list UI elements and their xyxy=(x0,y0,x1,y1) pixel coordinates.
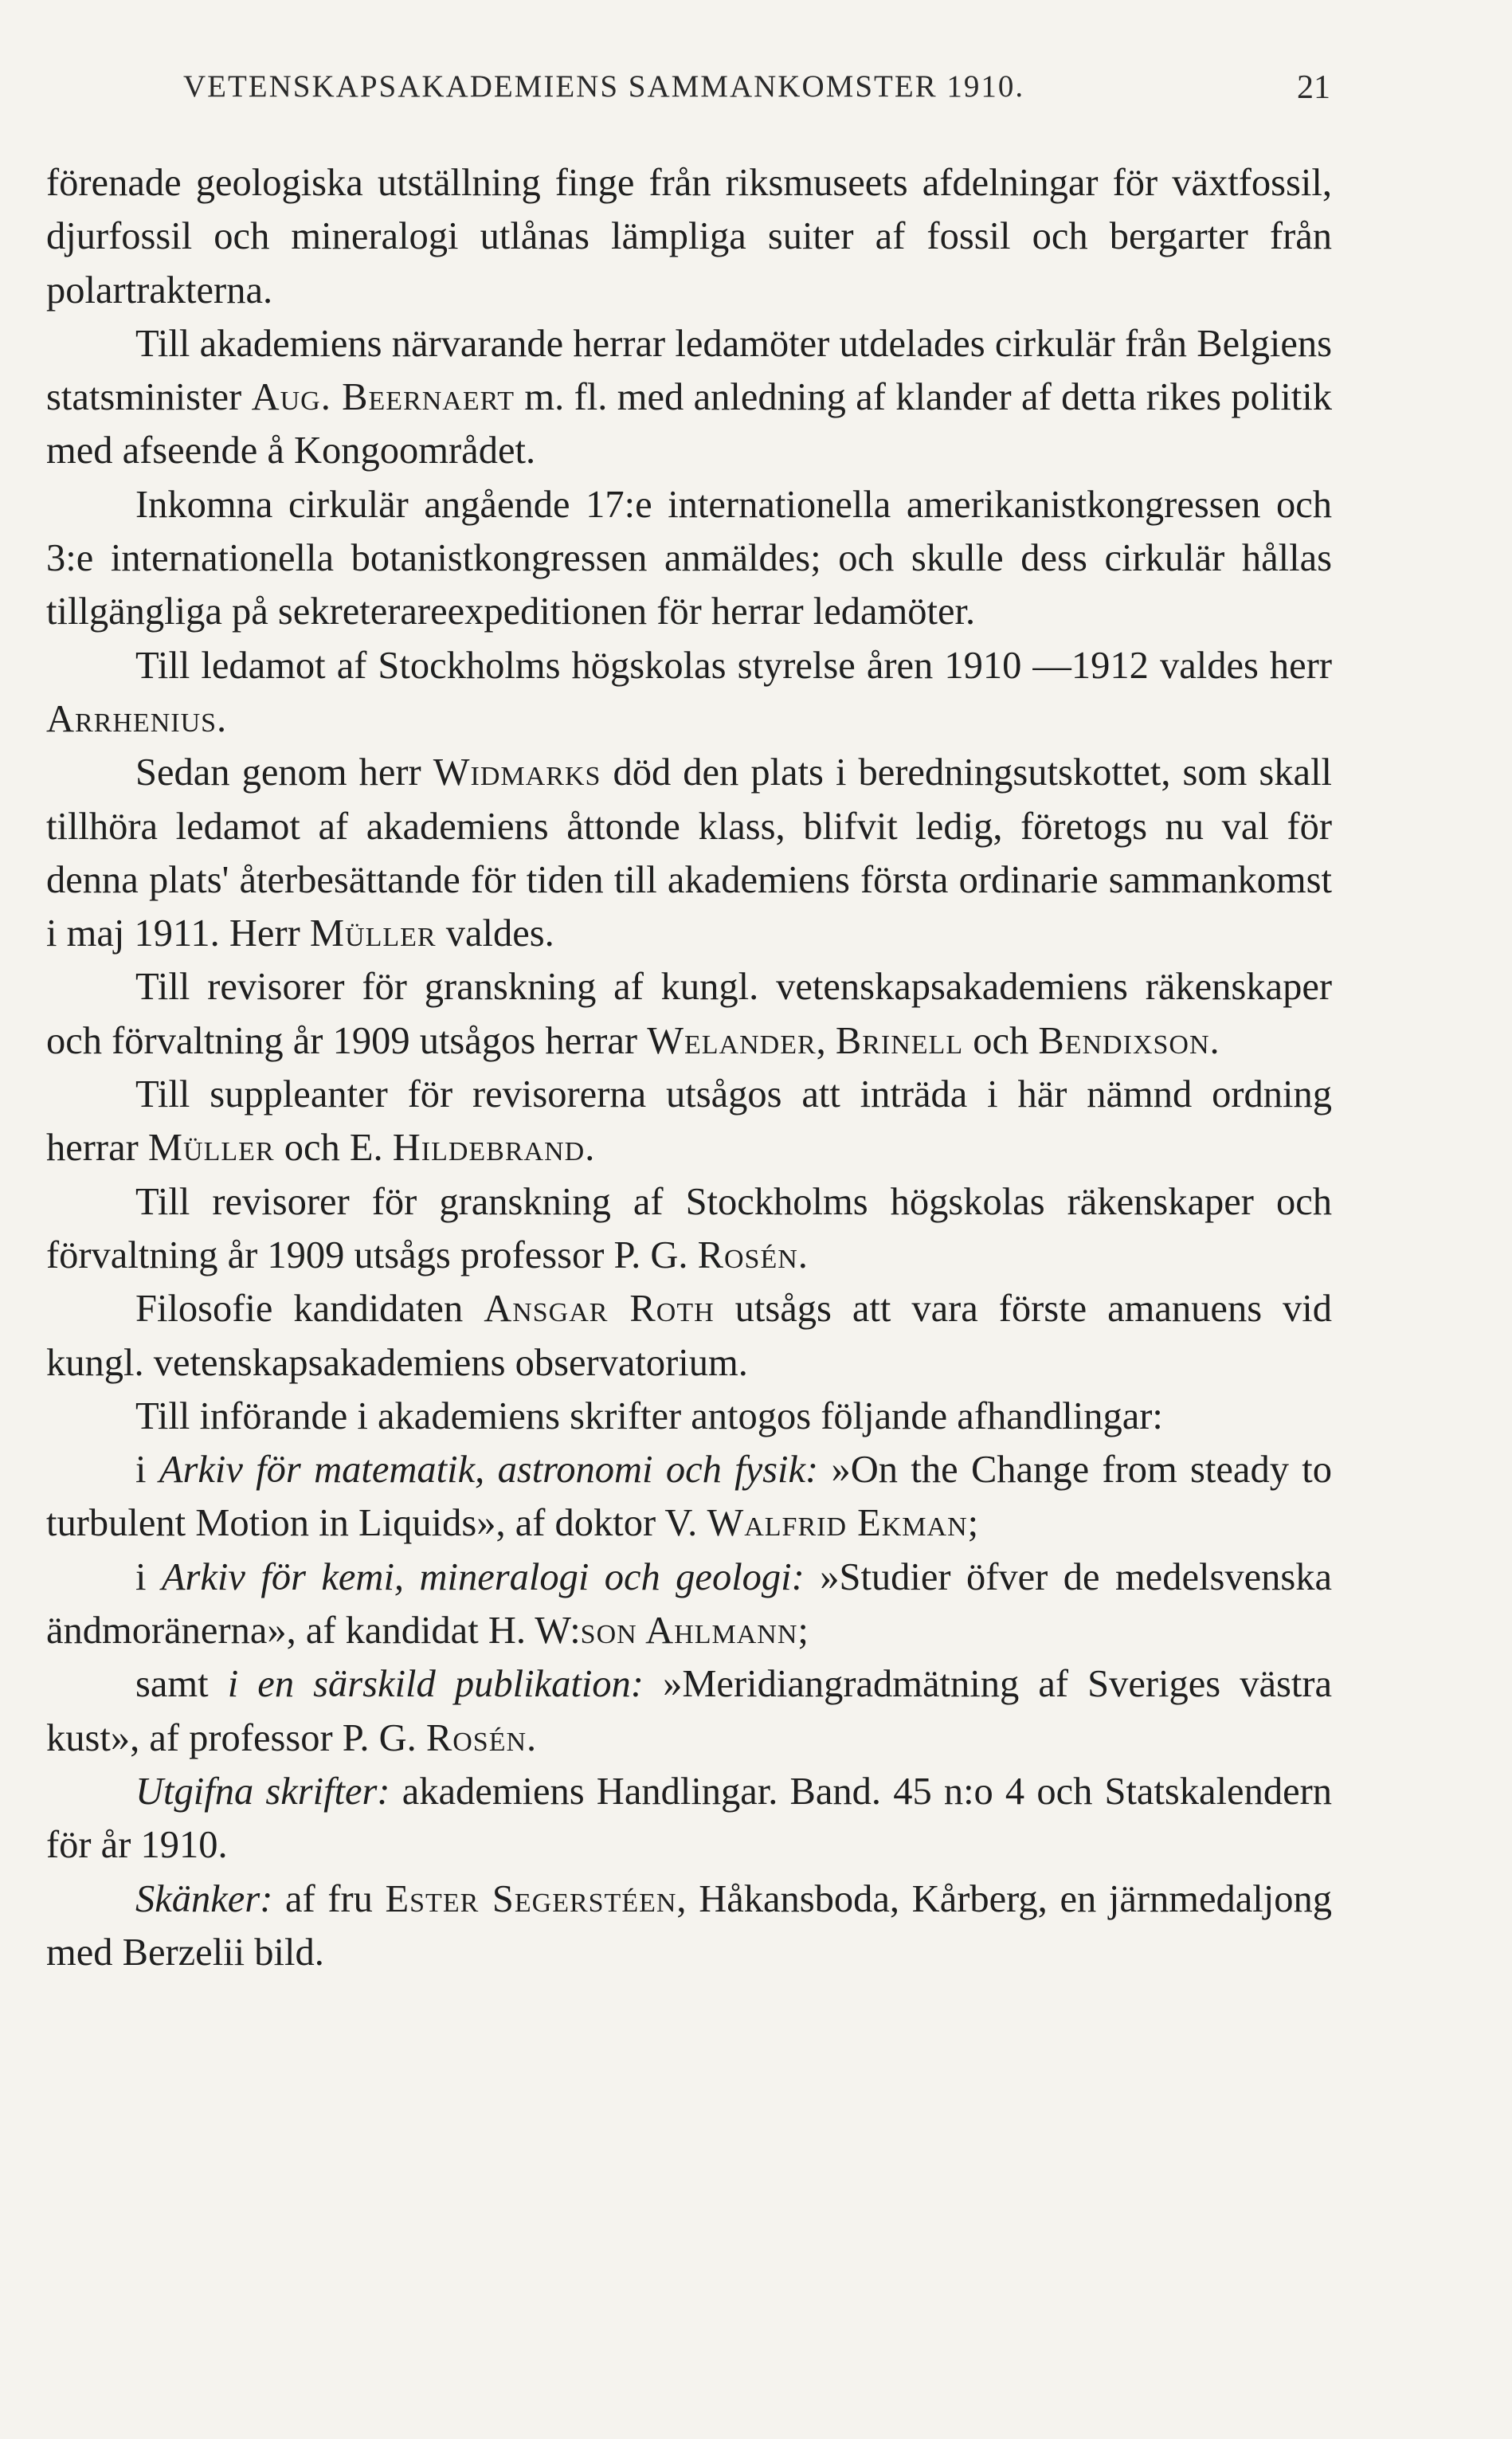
paragraph-9-text-b: utsågs att vara förste amanuens vid kungl. vetenskapsakademiens observatorium. xyxy=(46,1288,1333,1384)
paragraph-15-text-b: , Håkansboda, Kårberg, en järnmedaljong med Berzelii bild. xyxy=(46,1877,1332,1974)
conjunction: och E. xyxy=(284,1127,383,1170)
paragraph-1: förenade geologiska utställning finge från riksmuseets afdelningar för växtfossil, djurfossil och mineralogi utlånas lämpliga suiter af fossil och bergarter från polartrakterna. xyxy=(46,162,1332,312)
section-label: Skänker: xyxy=(135,1877,273,1920)
paragraph-2 xyxy=(46,317,1332,478)
paragraph-14-text-b: akademiens Handlingar. Band. 45 n:o 4 och Statskalendern för år 1910. xyxy=(46,1770,1333,1867)
person-name: Brinell xyxy=(835,1019,964,1062)
person-name: Müller xyxy=(147,1127,275,1170)
series-title: i en särskild publikation: xyxy=(227,1663,644,1706)
person-name: Aug. Beernaert xyxy=(251,376,515,419)
paragraph-15-text-a: af fru xyxy=(285,1877,373,1920)
paragraph-12-text-a: i xyxy=(135,1555,147,1598)
person-name: Hildebrand xyxy=(392,1127,586,1170)
person-name: Bendixson xyxy=(1038,1019,1210,1062)
paragraph-6 xyxy=(46,960,1332,1068)
paragraph-5-text-b: död den plats i beredningsutskottet, som skall tillhöra ledamot af akademiens åttonde klass, blifvit ledig, företogs nu val för denna plats' återbesättande för tiden till akademiens första ordinarie sammankomst i maj 1911. Herr xyxy=(46,751,1333,955)
paragraph-7 xyxy=(46,1068,1332,1175)
punctuation: . xyxy=(585,1127,595,1170)
punctuation: . xyxy=(1209,1019,1220,1062)
body-text xyxy=(46,156,1332,1979)
person-name: Rosén xyxy=(425,1716,527,1759)
person-name: Müller xyxy=(309,912,437,955)
paragraph-9 xyxy=(46,1282,1332,1390)
paragraph-11-text-b: »On the Change from steady to turbulent Motion in Liquids», af doktor V. xyxy=(46,1449,1332,1545)
running-header: VETENSKAPSAKADEMIENS SAMMANKOMSTER 1910. xyxy=(183,69,1025,104)
person-name: Arrhenius xyxy=(46,697,217,740)
punctuation: ; xyxy=(797,1610,809,1653)
person-name: Walfrid Ekman xyxy=(707,1502,968,1545)
paragraph-14 xyxy=(46,1765,1332,1872)
paragraph-13-text-a: samt xyxy=(135,1663,209,1706)
paragraph-9-text-a: Filosofie kandidaten xyxy=(135,1288,464,1331)
paragraph-3: Inkomna cirkulär angående 17:e internationella amerikanistkongressen och 3:e internationella botanistkongressen anmäldes; och skulle dess cirkulär hållas tillgängliga på sekreterareexpeditionen för herrar ledamöter. xyxy=(46,483,1332,633)
paragraph-4-text-b: . xyxy=(217,697,227,740)
paragraph-12-text-b: »Studier öfver de medelsvenska ändmoränerna», af kandidat H. W: xyxy=(46,1555,1333,1653)
paragraph-13 xyxy=(46,1657,1332,1765)
paragraph-15 xyxy=(46,1872,1332,1980)
page-number: 21 xyxy=(1297,69,1330,106)
person-name: Ester Segerstéen xyxy=(385,1877,677,1920)
paragraph-11 xyxy=(46,1443,1332,1551)
paragraph-5-text-c: valdes. xyxy=(445,912,554,955)
paragraph-5 xyxy=(46,746,1332,960)
paragraph-10: Till införande i akademiens skrifter antogos följande afhandlingar: xyxy=(135,1394,1163,1437)
series-title: Arkiv för kemi, mineralogi och geologi: xyxy=(161,1555,805,1598)
paragraph-4 xyxy=(46,639,1332,747)
person-name: Ansgar Roth xyxy=(484,1288,715,1331)
person-name: Widmarks xyxy=(433,751,601,794)
person-name: Rosén xyxy=(697,1233,798,1276)
paragraph-4-text-a: Till ledamot af Stockholms högskolas styrelse åren 1910 —1912 valdes herr xyxy=(135,644,1332,687)
paragraph-5-text-a: Sedan genom herr xyxy=(135,751,421,794)
paragraph-8 xyxy=(46,1175,1332,1283)
paragraph-13-text-b: »Meridiangradmätning af Sveriges västra kust», af professor P. G. xyxy=(46,1663,1333,1759)
paragraph-12 xyxy=(46,1551,1332,1658)
paragraph-11-text-a: i xyxy=(135,1449,147,1492)
paragraph-7-text-a: Till suppleanter för revisorerna utsågos att inträda i här nämnd ordning herrar xyxy=(46,1073,1332,1170)
paragraph-6-text-a: Till revisorer för granskning af kungl. vetenskapsakademiens räkenskaper och förvaltning år 1909 utsågos herrar xyxy=(46,966,1332,1062)
section-label: Utgifna skrifter: xyxy=(135,1770,390,1813)
punctuation: . xyxy=(797,1233,808,1276)
punctuation: ; xyxy=(967,1502,979,1545)
separator: , xyxy=(816,1019,826,1062)
conjunction: och xyxy=(973,1019,1029,1062)
person-name: son Ahlmann xyxy=(580,1610,798,1653)
paragraph-2-text-a: Till akademiens närvarande herrar ledamöter utdelades cirkulär från Belgiens statsminister xyxy=(46,322,1332,419)
paragraph-8-text-a: Till revisorer för granskning af Stockholms högskolas räkenskaper och förvaltning år 1909 utsågs professor P. G. xyxy=(46,1180,1332,1276)
paragraph-2-text-b: m. fl. med anledning af klander af detta rikes politik med afseende å Kongoområdet. xyxy=(46,376,1333,473)
punctuation: . xyxy=(527,1716,537,1759)
series-title: Arkiv för matematik, astronomi och fysik: xyxy=(159,1449,819,1492)
person-name: Welander xyxy=(647,1019,817,1062)
